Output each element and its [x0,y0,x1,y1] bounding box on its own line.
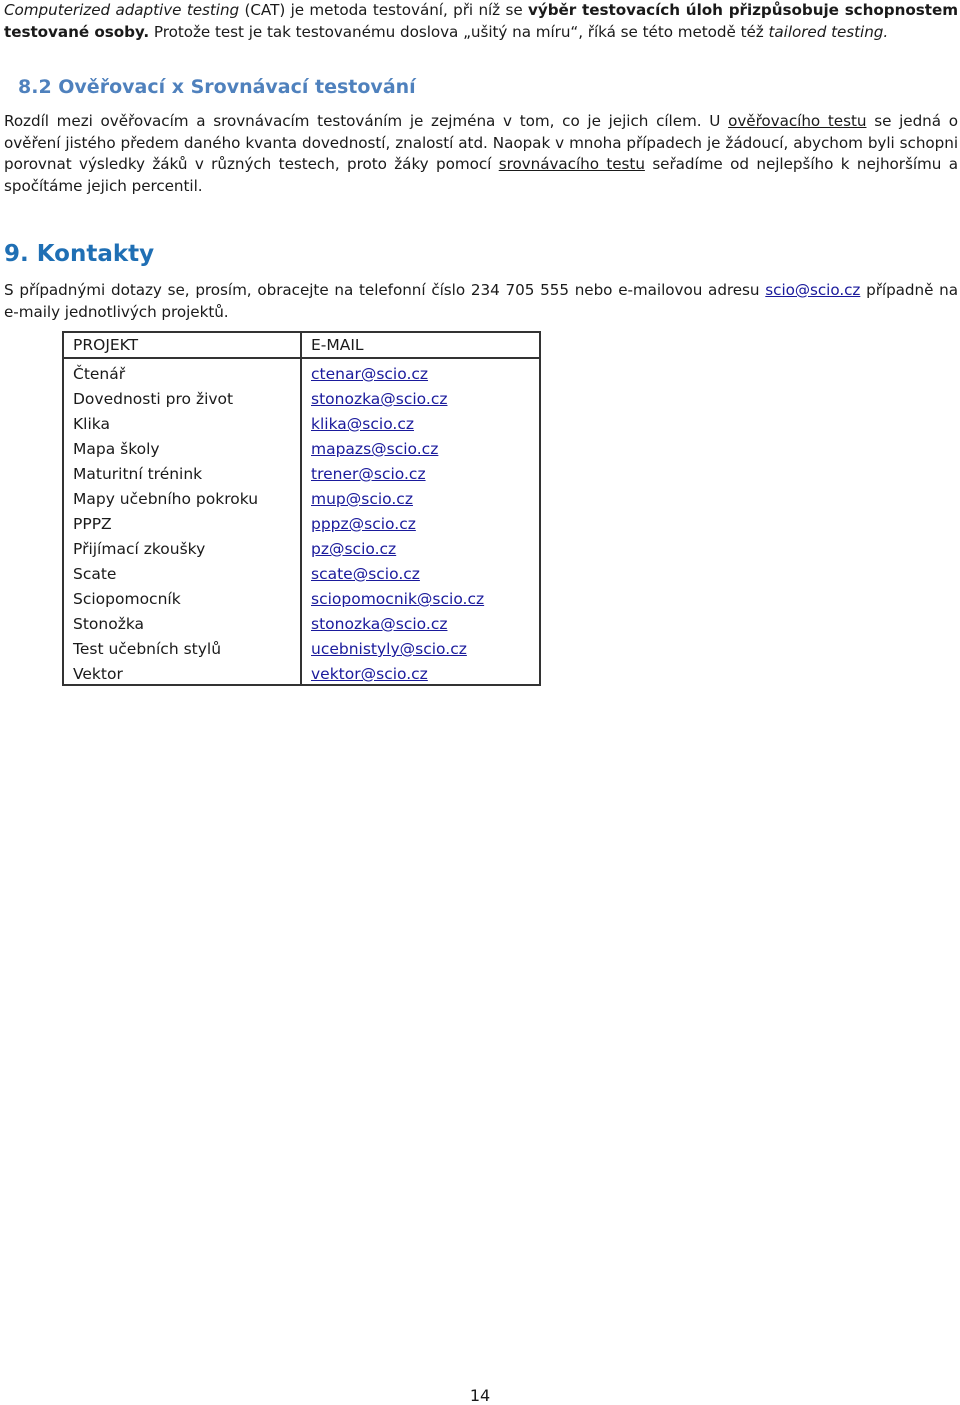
cat-term: Computerized adaptive testing [4,1,240,19]
project-email-link[interactable]: vektor@scio.cz [311,665,428,683]
project-email-cell [301,559,540,584]
project-email-link[interactable]: pz@scio.cz [311,540,397,558]
table-row [63,459,540,484]
link-scio-email[interactable]: scio@scio.cz [765,281,861,299]
project-email-link[interactable]: mapazs@scio.cz [311,440,439,458]
s9-text-1: S případnými dotazy se, prosím, obracejte na telefonní číslo 234 705 555 nebo e-mailovou adresu [4,281,766,299]
intro-bold: výběr testovacích úloh přizpůsobuje schopnostem testované osoby. [4,1,958,41]
project-name-cell: Mapy učebního pokroku [63,484,301,509]
intro-text-1: je metoda testování, při níž se [285,1,529,19]
project-name-cell: Mapa školy [63,434,301,459]
table-row [63,484,540,509]
project-email-cell [301,358,540,384]
table-row [63,409,540,434]
contacts-table [62,331,541,686]
header-email: E-MAIL [301,332,540,358]
table-row [63,609,540,634]
contacts-table-body [63,332,540,685]
project-email-cell [301,534,540,559]
page-number: 14 [469,1386,491,1405]
project-email-link[interactable]: sciopomocnik@scio.cz [311,590,485,608]
project-email-link[interactable]: ucebnistyly@scio.cz [311,640,467,658]
table-row [63,384,540,409]
table-row [63,634,540,659]
project-name-cell: Klika [63,409,301,434]
s82-text-3: seřadíme od nejlepšího k nejhoršímu a spočítáme jejich percentil. [4,155,958,195]
project-name-cell: Sciopomocník [63,584,301,609]
project-email-cell [301,409,540,434]
cat-abbr: (CAT) [244,1,286,19]
table-header-row [63,332,540,358]
project-name-cell: Vektor [63,659,301,685]
project-email-cell [301,459,540,484]
project-email-cell [301,584,540,609]
table-row [63,509,540,534]
project-name-cell: Stonožka [63,609,301,634]
intro-block [4,0,958,43]
section-8-2-heading: 8.2 Ověřovací x Srovnávací testování [18,76,416,98]
project-name-cell: Maturitní trénink [63,459,301,484]
project-email-cell [301,484,540,509]
table-row [63,559,540,584]
intro-paragraph [4,0,958,43]
project-email-cell [301,384,540,409]
project-name-cell: Čtenář [63,358,301,384]
section-8-2-paragraph [4,111,958,197]
header-projekt: PROJEKT [63,332,301,358]
project-email-cell [301,434,540,459]
project-email-link[interactable]: stonozka@scio.cz [311,615,448,633]
project-name-cell: Test učebních stylů [63,634,301,659]
table-row [63,358,540,384]
project-email-cell [301,509,540,534]
section-9-paragraph [4,280,958,323]
section-9-heading: 9. Kontakty [4,241,155,267]
project-email-link[interactable]: stonozka@scio.cz [311,390,448,408]
section-9-body [4,280,958,323]
project-email-link[interactable]: klika@scio.cz [311,415,414,433]
table-row [63,534,540,559]
project-email-link[interactable]: ctenar@scio.cz [311,365,429,383]
table-row [63,434,540,459]
project-name-cell: Scate [63,559,301,584]
project-email-cell [301,634,540,659]
intro-text-2: Protože test je tak testovanému doslova „ušitý na míru“, říká se této metodě též [149,22,769,41]
section-8-2-body [4,111,958,197]
project-name-cell: Přijímací zkoušky [63,534,301,559]
section-9-heading-wrap [4,240,154,268]
project-email-link[interactable]: mup@scio.cz [311,490,413,508]
s82-text-1: Rozdíl mezi ověřovacím a srovnávacím testováním je zejména v tom, co je jejich cílem. U [4,112,729,130]
project-email-link[interactable]: scate@scio.cz [311,565,420,583]
project-name-cell: PPPZ [63,509,301,534]
project-email-cell [301,659,540,685]
project-email-link[interactable]: trener@scio.cz [311,465,426,483]
s82-text-2: se jedná o ověření jistého předem daného kvanta dovedností, znalostí atd. Naopak v mnoha případech je žádoucí, abychom byli schopni porovnat výsledky žáků v různých testech, proto žáky pomocí [4,112,958,173]
link-overovaci-test[interactable]: ověřovacího testu [728,112,867,130]
project-email-link[interactable]: pppz@scio.cz [311,515,416,533]
table-row [63,584,540,609]
link-srovnavaci-test[interactable]: srovnávacího testu [498,155,645,173]
s9-text-2: případně na e-maily jednotlivých projektů. [4,281,958,321]
table-row [63,659,540,685]
section-8-2-heading-wrap [18,75,416,99]
project-name-cell: Dovednosti pro život [63,384,301,409]
project-email-cell [301,609,540,634]
tailored-testing: tailored testing. [768,22,889,41]
